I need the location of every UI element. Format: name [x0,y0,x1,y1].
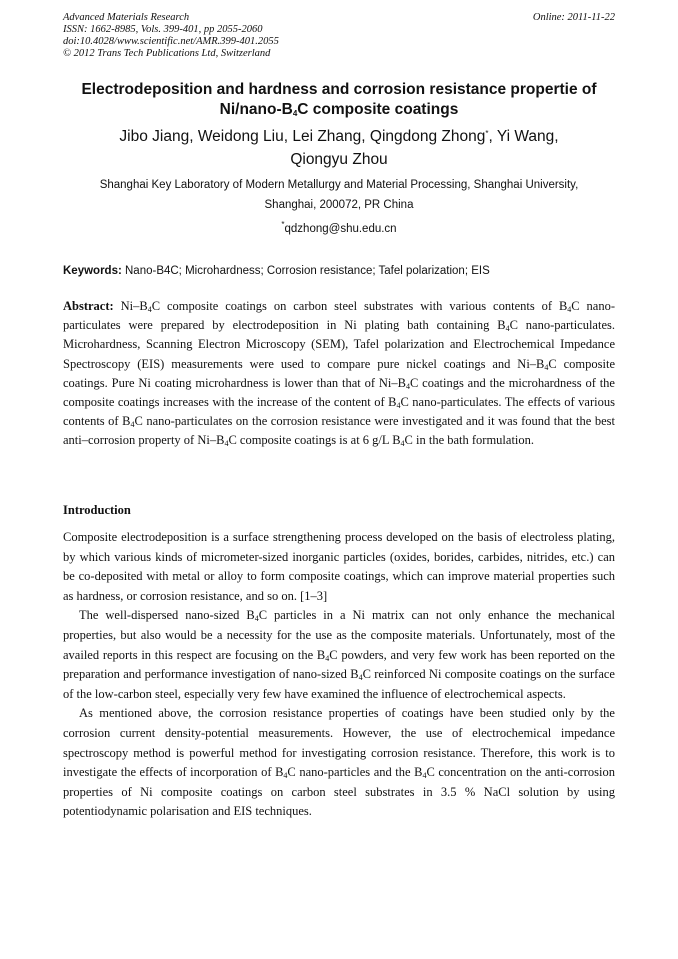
journal-name: Advanced Materials Research [63,12,190,23]
introduction-body [63,528,615,822]
subscript: 4 [325,653,330,663]
abstract-text: C composite coatings is at 6 g/L B [228,433,401,448]
doi: doi:10.4028/www.scientific.net/AMR.399-401.2055 [63,36,279,47]
abstract-text: C nano-particulates. The effects of various contents of B [63,395,615,429]
paragraph-text: As mentioned above, the corrosion resistance properties of coatings have been studied only by the corrosion current density-potential measurements. However, the use of electrochemical impedance spectroscopy method is powerful method for investigating corrosion resistance. Therefore, this work is to investigate the effects of incorporation of B [63,706,615,780]
paragraph-text: C nano-particles and the B [287,765,423,780]
title-line-1: Electrodeposition and hardness and corrosion resistance propertie of [81,81,597,98]
author-list [90,125,588,171]
authors-line-2: Qiongyu Zhou [290,151,388,168]
subscript: 4 [400,439,405,449]
author-names: Jibo Jiang, Weidong Liu, Lei Zhang, Qingdong Zhong [119,128,486,145]
affiliation-line-1: Shanghai Key Laboratory of Modern Metallurgy and Material Processing, Shanghai University, [99,179,579,191]
abstract-text: C composite coatings on carbon steel substrates with various contents of B [151,299,568,313]
subscript: 4 [505,324,510,334]
abstract-label: Abstract: [63,299,114,313]
issn-volume: ISSN: 1662-8985, Vols. 399-401, pp 2055-2060 [63,24,263,35]
subscript: 4 [283,771,288,781]
subscript: 4 [567,305,572,314]
abstract-text: Ni–B [113,299,148,313]
subscript: 4 [224,439,229,449]
abstract-text: C coatings and the microhardness of the composite coatings increases with the increase of the content of B [63,375,615,410]
abstract-text: C nano-particulates. Microhardness, Scanning Electron Microscopy (SEM), Tafel polarization and Electrochemical Impedance Spectroscopy (EIS) measurements were used to compare pure nickel coatings and Ni–B [63,318,615,371]
paragraph-text: C concentration on the anti-corrosion properties of Ni composite coatings on carbon steel substrates in 3.5 % NaCl solution by using potentiodynamic polarisation and EIS techniques. [63,765,616,819]
subscript: 4 [396,401,401,411]
subscript: 4 [422,771,427,781]
email-mark: * [281,220,285,229]
title-text: Ni/nano-B [219,101,293,118]
paragraph-text: C reinforced Ni composite coatings on the surface of the low-carbon steel, especially very few have examined the influence of electrochemical aspects. [63,667,615,701]
email-address[interactable]: qdzhong@shu.edu.cn [284,223,397,235]
subscript: 4 [130,420,135,430]
keywords-text: Nano-B4C; Microhardness; Corrosion resistance; Tafel polarization; EIS [121,265,490,277]
authors-line-1 [90,125,588,148]
abstract [63,297,615,451]
intro-paragraph-2 [63,606,615,704]
intro-paragraph-3 [63,704,615,822]
affiliation-line-2: Shanghai, 200072, PR China [264,199,414,211]
subscript: 4 [405,381,410,391]
paper-title [40,80,638,120]
title-text: C composite coatings [297,101,459,118]
subscript: 4 [358,673,363,683]
abstract-text: C nano-particulates were prepared by electrodeposition in Ni plating bath containing B [63,299,615,333]
paragraph-text: C particles in a Ni matrix can not only enhance the mechanical properties, but also would be a necessity for the use as the composite materials. Unfortunately, most of the availed reports in this respect are focusing on the B [63,608,616,662]
online-date: Online: 2011-11-22 [532,12,615,23]
journal-header [63,12,615,60]
abstract-text: C nano-particulates on the corrosion resistance were investigated and it was found that the best anti–corrosion property of Ni–B [63,414,615,448]
abstract-text: C in the bath formulation. [404,433,535,448]
title-subscript: 4 [292,109,298,118]
subscript: 4 [254,614,259,624]
copyright: © 2012 Trans Tech Publications Ltd, Switzerland [63,48,271,59]
affiliation [60,175,618,215]
keywords [63,263,615,279]
intro-paragraph-1: Composite electrodeposition is a surface strengthening process developed on the basis of electroless plating, by which various kinds of micrometer-sized inorganic particles (oxides, borides, carbides, nitrides, etc.) can be co-deposited with metal or alloy to form composite coatings, which can improve material properties such as hardness, or corrosion resistance, and so on. [1–3] [63,530,615,603]
subscript: 4 [544,362,549,372]
author-names: , Yi Wang, [488,128,559,145]
corresponding-email [60,221,618,237]
subscript: 4 [147,305,152,314]
corresponding-mark: * [485,129,489,138]
section-heading-introduction: Introduction [63,503,131,517]
title-line-2 [40,100,638,120]
paragraph-text: The well-dispersed nano-sized B [79,608,255,623]
paragraph-text: C powders, and very few work has been reported on the preparation and performance investigation of nano-sized B [63,647,615,682]
abstract-text: C composite coatings. Pure Ni coating microhardness is lower than that of Ni–B [63,356,615,390]
keywords-label: Keywords: [63,265,122,277]
